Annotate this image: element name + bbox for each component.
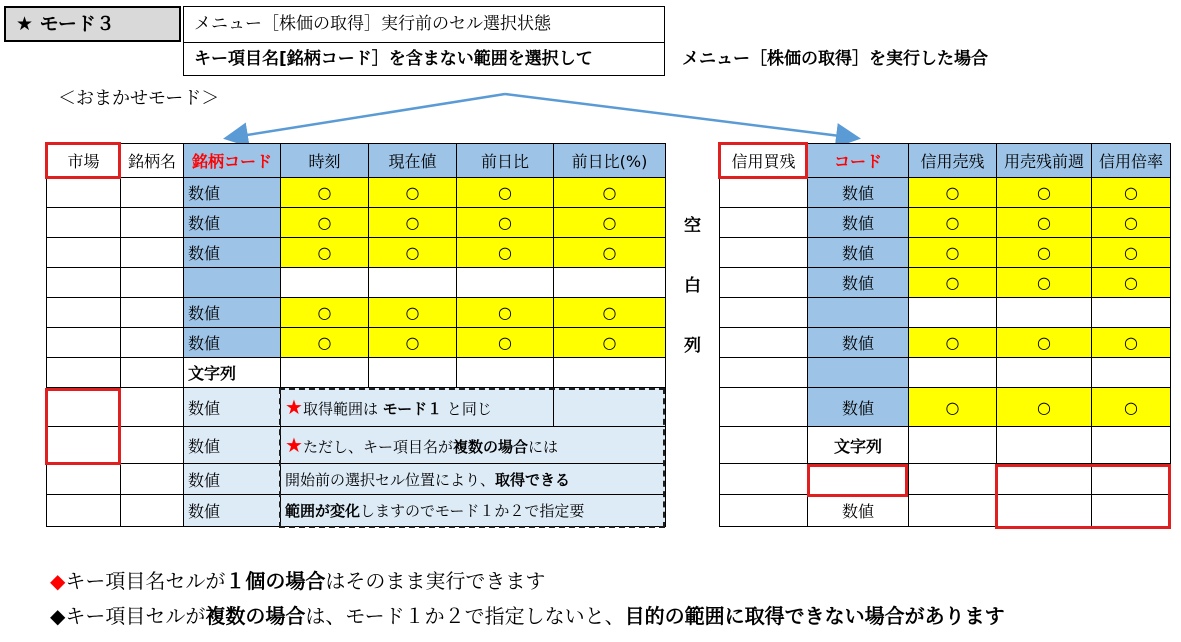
circle-cell: ○ xyxy=(1092,208,1171,238)
table-row xyxy=(47,268,666,298)
table-row xyxy=(720,388,1171,427)
header-margin-ratio: 信用倍率 xyxy=(1092,144,1171,178)
header-code: コード xyxy=(808,144,909,178)
value-cell: 数値 xyxy=(184,495,281,527)
red-diamond-icon: ◆ xyxy=(50,569,66,593)
note-4: 範囲が変化しますのでモード１か２で指定要 xyxy=(281,495,666,527)
circle-cell: ○ xyxy=(909,178,997,208)
circle-cell: ○ xyxy=(281,208,369,238)
header-margin-sell-prev-week: 用売残前週 xyxy=(997,144,1092,178)
circle-cell: ○ xyxy=(997,208,1092,238)
header-time: 時刻 xyxy=(281,144,369,178)
table-row xyxy=(720,427,1171,464)
table-row xyxy=(47,358,666,388)
circle-cell: ○ xyxy=(457,238,554,268)
circle-cell: ○ xyxy=(457,208,554,238)
circle-cell: ○ xyxy=(554,178,666,208)
circle-cell: ○ xyxy=(997,268,1092,298)
table-row xyxy=(720,238,1171,268)
circle-cell: ○ xyxy=(281,238,369,268)
circle-cell: ○ xyxy=(1092,178,1171,208)
circle-cell: ○ xyxy=(554,208,666,238)
table-row xyxy=(47,238,666,268)
circle-cell: ○ xyxy=(457,328,554,358)
highlight-code-cell xyxy=(807,464,908,497)
value-cell: 数値 xyxy=(184,208,281,238)
circle-cell: ○ xyxy=(997,328,1092,358)
circle-cell: ○ xyxy=(281,178,369,208)
table-row xyxy=(720,268,1171,298)
star-icon: ★ xyxy=(285,395,303,419)
circle-cell: ○ xyxy=(997,238,1092,268)
value-cell: 数値 xyxy=(808,238,909,268)
table-row xyxy=(720,178,1171,208)
header-stock-code: 銘柄コード xyxy=(184,144,281,178)
highlight-market-cells xyxy=(45,388,121,465)
value-cell: 数値 xyxy=(808,268,909,298)
circle-cell: ○ xyxy=(369,208,457,238)
gap-char-1: 空 xyxy=(684,216,701,236)
black-diamond-icon: ◆ xyxy=(50,604,66,628)
header-margin-sell: 信用売残 xyxy=(909,144,997,178)
value-cell: 数値 xyxy=(184,388,281,427)
value-cell: 数値 xyxy=(184,178,281,208)
text-cell: 文字列 xyxy=(808,427,909,464)
description-line-3: メニュー［株価の取得］を実行した場合 xyxy=(682,49,988,69)
circle-cell: ○ xyxy=(1092,268,1171,298)
footer-note-2: ◆キー項目セルが複数の場合は、モード１か２で指定しないと、目的の範囲に取得できない場合があります xyxy=(50,604,1005,628)
table-row xyxy=(720,298,1171,328)
left-header-row xyxy=(47,144,666,178)
circle-cell: ○ xyxy=(1092,328,1171,358)
table-row xyxy=(720,328,1171,358)
description-line-2: キー項目名[銘柄コード］を含まない範囲を選択して xyxy=(183,42,665,76)
note-3: 開始前の選択セル位置により、取得できる xyxy=(281,464,666,495)
description-line-1: メニュー［株価の取得］実行前のセル選択状態 xyxy=(183,6,665,42)
highlight-market-header xyxy=(45,142,121,179)
table-row xyxy=(47,208,666,238)
circle-cell: ○ xyxy=(281,298,369,328)
circle-cell: ○ xyxy=(1092,238,1171,268)
header-market: 市場 xyxy=(47,144,121,178)
header-margin-buy: 信用買残 xyxy=(720,144,808,178)
circle-cell: ○ xyxy=(457,178,554,208)
note-1: ★取得範囲は モード１ と同じ xyxy=(281,388,554,427)
circle-cell: ○ xyxy=(281,328,369,358)
circle-cell: ○ xyxy=(1092,388,1171,427)
table-row xyxy=(47,178,666,208)
circle-cell: ○ xyxy=(909,208,997,238)
circle-cell: ○ xyxy=(369,238,457,268)
value-cell: 数値 xyxy=(184,464,281,495)
circle-cell: ○ xyxy=(909,268,997,298)
table-row xyxy=(47,328,666,358)
value-cell: 数値 xyxy=(808,328,909,358)
right-arrow xyxy=(505,94,856,138)
circle-cell: ○ xyxy=(369,328,457,358)
circle-cell: ○ xyxy=(909,328,997,358)
value-cell: 数値 xyxy=(808,208,909,238)
value-cell: 数値 xyxy=(808,388,909,427)
value-cell: 数値 xyxy=(808,178,909,208)
table-row xyxy=(720,208,1171,238)
value-cell: 数値 xyxy=(184,298,281,328)
left-arrow xyxy=(228,94,505,138)
footer-note-1: ◆キー項目名セルが１個の場合はそのまま実行できます xyxy=(50,569,546,593)
header-stock-name: 銘柄名 xyxy=(121,144,184,178)
note-2: ★ただし、キー項目名が複数の場合には xyxy=(281,427,666,464)
circle-cell: ○ xyxy=(369,178,457,208)
highlight-right-cells xyxy=(995,464,1171,529)
circle-cell: ○ xyxy=(554,238,666,268)
gap-char-3: 列 xyxy=(684,336,701,356)
notes-dashed-outline xyxy=(279,388,665,528)
circle-cell: ○ xyxy=(909,238,997,268)
header-change: 前日比 xyxy=(457,144,554,178)
omakase-mode-label: ＜おまかせモード＞ xyxy=(58,88,220,109)
header-current-price: 現在値 xyxy=(369,144,457,178)
circle-cell: ○ xyxy=(457,298,554,328)
circle-cell: ○ xyxy=(554,328,666,358)
circle-cell: ○ xyxy=(554,298,666,328)
value-cell: 数値 xyxy=(184,427,281,464)
value-cell: 数値 xyxy=(184,328,281,358)
circle-cell: ○ xyxy=(997,388,1092,427)
circle-cell: ○ xyxy=(997,178,1092,208)
gap-char-2: 白 xyxy=(684,276,701,296)
text-cell: 文字列 xyxy=(184,358,281,388)
mode-title: ★ モード３ xyxy=(4,6,181,42)
circle-cell: ○ xyxy=(369,298,457,328)
value-cell: 数値 xyxy=(184,238,281,268)
highlight-margin-buy-header xyxy=(718,142,808,179)
table-row xyxy=(47,298,666,328)
table-row xyxy=(720,358,1171,388)
value-cell: 数値 xyxy=(808,495,909,527)
header-change-pct: 前日比(%) xyxy=(554,144,666,178)
circle-cell: ○ xyxy=(909,388,997,427)
star-icon: ★ xyxy=(285,433,303,457)
